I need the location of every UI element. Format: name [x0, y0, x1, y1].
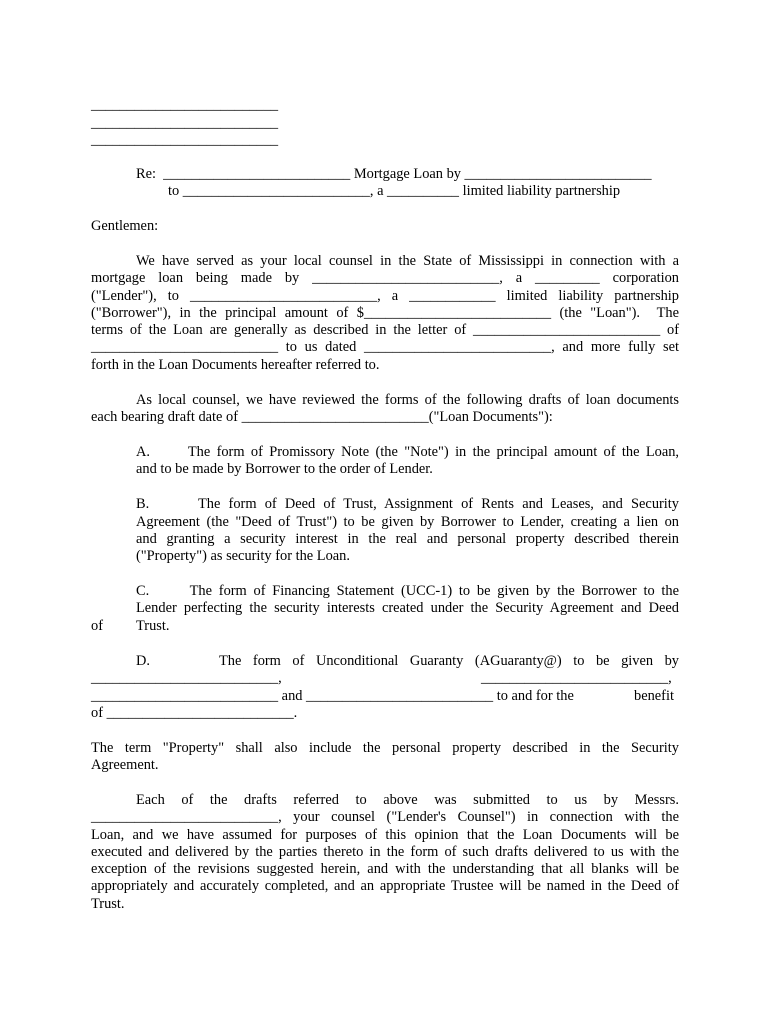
item-d-line-2-right: __________________________, [481, 670, 672, 686]
item-b-line-2: Agreement (the "Deed of Trust") to be given by Borrower to Lender, creating a lien on [136, 514, 679, 530]
item-c-line-3: Trust. [136, 618, 170, 634]
para1-line-4: ("Borrower"), in the principal amount of $__________________________ (the "Loan"). The [91, 305, 679, 321]
para2-line-2: each bearing draft date of __________________________("Loan Documents"): [91, 409, 553, 425]
para2-line-1: As local counsel, we have reviewed the forms of the following drafts of loan documents [136, 392, 679, 408]
item-c-line-1: C. The form of Financing Statement (UCC-1) to be given by the Borrower to the [136, 583, 679, 599]
para1-line-3: ("Lender"), to __________________________, a ____________ limited liability partnership [91, 288, 679, 304]
para4-line-2: __________________________, your counsel ("Lender's Counsel") in connection with the [91, 809, 679, 825]
item-d-line-3-left: __________________________ and __________________________ to and for the [91, 688, 574, 704]
salutation: Gentlemen: [91, 218, 159, 234]
item-d-line-3-right: benefit [634, 688, 674, 704]
re-line-1: Re: __________________________ Mortgage Loan by __________________________ [136, 166, 652, 182]
item-b-line-3: and granting a security interest in the real and personal property described therein [136, 531, 679, 547]
para1-line-5: terms of the Loan are generally as described in the letter of __________________________ of [91, 322, 679, 338]
item-d-line-1: D. The form of Unconditional Guaranty (AGuaranty@) to be given by [136, 653, 679, 669]
para1-line-6: __________________________ to us dated __________________________, and more fully set [91, 339, 679, 355]
address-line-3: __________________________ [91, 132, 279, 148]
para1-line-2: mortgage loan being made by __________________________, a _________ corporation [91, 270, 679, 286]
address-line-2: __________________________ [91, 115, 279, 131]
item-c-of: of [91, 618, 103, 634]
para1-line-7: forth in the Loan Documents hereafter referred to. [91, 357, 380, 373]
para3-line-2: Agreement. [91, 757, 159, 773]
item-b-line-4: ("Property") as security for the Loan. [136, 548, 350, 564]
para4-line-6: appropriately and accurately completed, and an appropriate Trustee will be named in the Deed of [91, 878, 679, 894]
item-d-line-2-left: __________________________, [91, 670, 282, 686]
para1-line-1: We have served as your local counsel in the State of Mississippi in connection with a [136, 253, 679, 269]
para4-line-3: Loan, and we have assumed for purposes of this opinion that the Loan Documents will be [91, 827, 679, 843]
item-c-line-2: Lender perfecting the security interests created under the Security Agreement and Deed [136, 600, 679, 616]
item-d-line-4: of __________________________. [91, 705, 298, 721]
address-line-1: __________________________ [91, 97, 279, 113]
para4-line-5: exception of the revisions suggested herein, and with the understanding that all blanks will be [91, 861, 679, 877]
item-a-line-1: A. The form of Promissory Note (the "Note") in the principal amount of the Loan, [136, 444, 679, 460]
para3-line-1: The term "Property" shall also include the personal property described in the Security [91, 740, 679, 756]
item-a-line-2: and to be made by Borrower to the order of Lender. [136, 461, 433, 477]
para4-line-4: executed and delivered by the parties thereto in the form of such drafts delivered to us with the [91, 844, 679, 860]
re-line-2: to __________________________, a __________ limited liability partnership [168, 183, 621, 199]
para4-line-7: Trust. [91, 896, 125, 912]
para4-line-1: Each of the drafts referred to above was submitted to us by Messrs. [136, 792, 679, 808]
item-b-line-1: B. The form of Deed of Trust, Assignment of Rents and Leases, and Security [136, 496, 679, 512]
